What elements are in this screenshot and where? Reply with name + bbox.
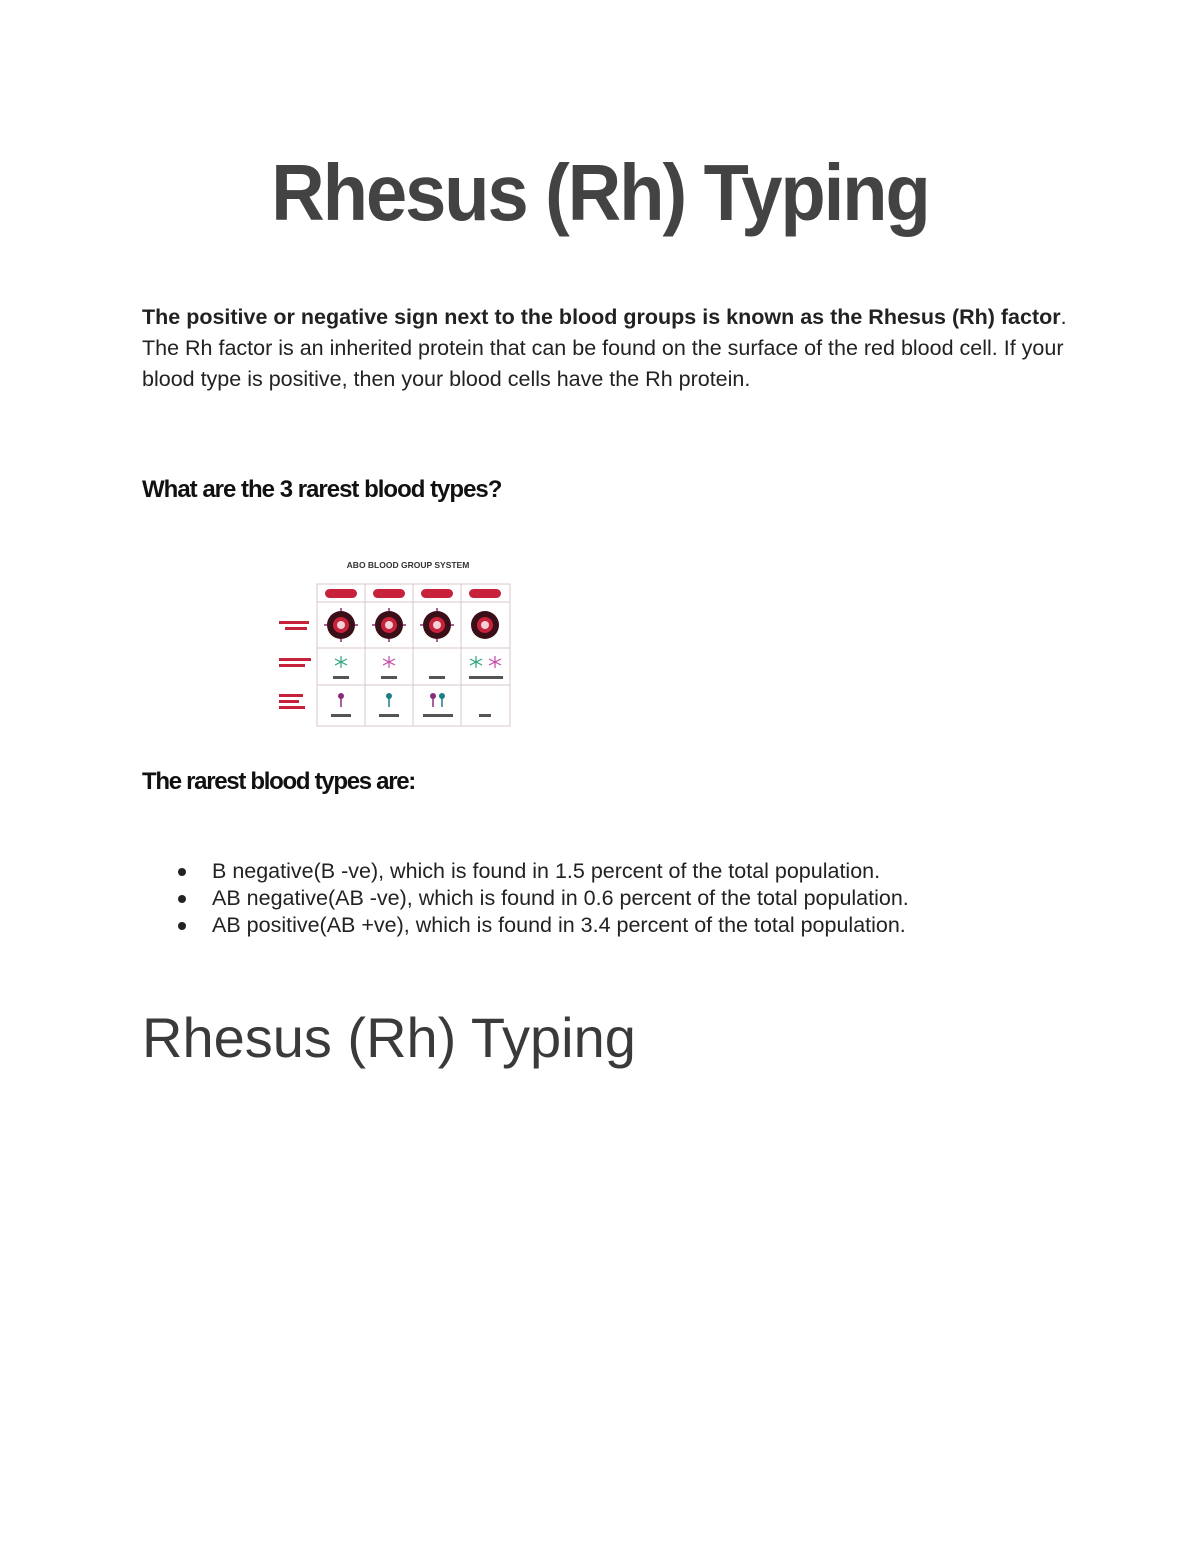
bullet-icon <box>178 868 186 876</box>
bullet-icon <box>178 895 186 903</box>
section-title-repeat: Rhesus (Rh) Typing <box>142 1006 636 1069</box>
list-item <box>170 858 909 885</box>
list-item-text: AB positive(AB +ve), which is found in 3.4 percent of the total population. <box>212 913 906 937</box>
rarest-blood-types-list <box>170 858 909 939</box>
list-item <box>170 885 909 912</box>
list-item-text: B negative(B -ve), which is found in 1.5 percent of the total population. <box>212 859 881 883</box>
abo-chart-image <box>273 552 518 732</box>
intro-body-text: . The Rh factor is an inherited protein that can be found on the surface of the red blood cell. If your blood type is positive, then your blood cells have the Rh protein. <box>142 305 1067 391</box>
list-item-text: AB negative(AB -ve), which is found in 0.6 percent of the total population. <box>212 886 909 910</box>
rarest-heading: The rarest blood types are: <box>142 768 415 795</box>
question-heading: What are the 3 rarest blood types? <box>142 476 502 503</box>
figure-title: ABO BLOOD GROUP SYSTEM <box>346 560 470 570</box>
abo-blood-group-figure <box>273 552 518 732</box>
page-title: Rhesus (Rh) Typing <box>271 147 929 238</box>
bullet-icon <box>178 922 186 930</box>
intro-paragraph <box>142 302 1072 395</box>
list-item <box>170 912 909 939</box>
intro-bold-text: The positive or negative sign next to the blood groups is known as the Rhesus (Rh) factor <box>142 305 1061 329</box>
